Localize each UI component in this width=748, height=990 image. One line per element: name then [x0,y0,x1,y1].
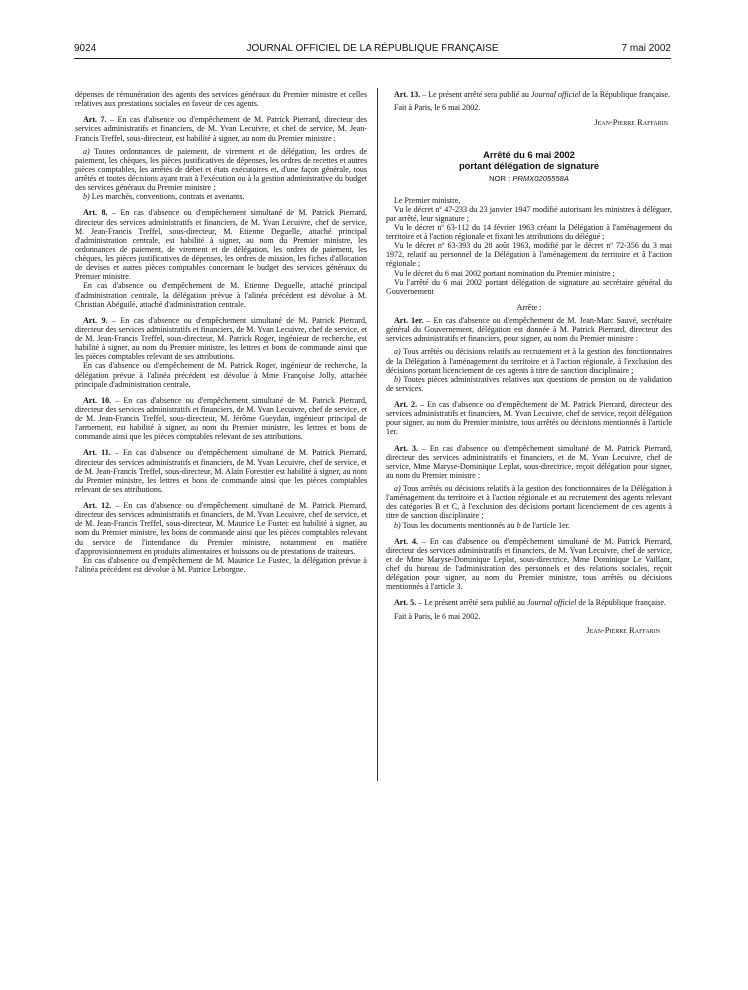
right-column [386,90,672,635]
visa: Vu le décret nº 63-393 du 28 août 1963, modifié par le décret nº 72-356 du 3 mai 1972, relatif au personnel de la Délégation à l'aménagement du territoire et à l'action régionale ; [386,241,672,269]
article-label: Art. 8. [83,208,108,218]
header-rule [74,58,671,59]
article-label: Art. 5. [394,598,417,608]
paragraph: En cas d'absence ou d'empêchement de M. Etienne Deguelle, attaché principal d'administration centrale, la délégation prévue à l'alinéa précédent est dévolue à M. Christian Abéguilé, attaché d'administration centrale. [75,281,367,309]
signature: Jean-Pierre Raffarin [586,624,660,635]
visa: Vu le décret nº 63-112 du 14 février 1963 créant la Délégation à l'aménagement du territoire et à l'action régionale et fixant les attributions du délégué ; [386,222,672,241]
article-label: Art. 9. [83,315,108,325]
decree-title: Arrêté du 6 mai 2002 portant délégation de signature [458,149,600,172]
article-13: Art. 13. – Le présent arrêté sera publié au Journal officiel de la République française. [394,90,670,99]
item-a: a) Toutes ordonnances de paiement, de virement et de délégation, les ordres de paiement, les chèques, les pièces justificatives de dépenses, les ordres de recettes et autres pièces comptables, les arrêtés de débet et états exécutoires et, d'une façon générale, tous arrêtés et toutes décisions ayant trait à l'exécution ou à la gestion administrative du budget des services généraux du Premier ministre ; [75,146,367,193]
article-3: Art. 3. – En cas d'absence ou d'empêchement simultané de M. Patrick Pierrard, directeur des services administratifs et financiers, et de M. Yvan Lecuivre, chef de service, Mme Maryse-Dominique Leplat, sous-directrice, reçoit délégation pour signer, au nom du Premier ministre : [386,443,673,480]
paragraph: En cas d'absence ou d'empêchement de M. Maurice Le Fustec, la délégation prévue à l'alinéa précédent est dévolue à M. Patrice Leborgne. [75,555,367,574]
article-2: Art. 2. – En cas d'absence ou d'empêchement de M. Patrick Pierrard, directeur des services administratifs et financiers, M. Yvan Lecuivre, chef de service, reçoit délégation pour signer, au nom du Premier ministre, tous arrêtés ou décisions mentionnés à l'article 1er. [386,400,673,437]
paragraph: En cas d'absence ou d'empêchement de M. Patrick Roger, ingénieur de recherche, la délégation prévue à l'alinéa précédent est dévolue à Mme Françoise Jolly, attachée principale d'administration centrale. [75,361,367,389]
article-label: Art. 7. [83,115,107,125]
article-label: Art. 13. [394,90,421,99]
article-7: Art. 7. – En cas d'absence ou d'empêchement de M. Patrick Pierrard, directeur des services administratifs et financiers, de M. Yvan Lecuivre, et chef de service, M. Jean-Francis Treffel, sous-directeur, est habilité à signer, au nom du Premier ministre : [75,115,368,143]
journal-title: JOURNAL OFFICIEL DE LA RÉPUBLIQUE FRANÇAISE [246,43,499,54]
intro: Le Premier ministre, [394,195,461,205]
article-5: Art. 5. – Le présent arrêté sera publié au Journal officiel de la République française. [394,598,666,608]
item-b: b) Les marchés, conventions, contrats et avenants. [83,192,245,202]
article-label: Art. 3. [394,443,419,453]
visa: Vu le décret du 6 mai 2002 portant nomination du Premier ministre ; [394,268,615,278]
article-12: Art. 12. – En cas d'absence ou d'empêchement simultané de M. Patrick Pierrard, directeur des services administratifs et financiers, de M. Yvan Lecuivre, chef de service, et de M. Jean-Francis Treffel, sous-directeur, M. Maurice Le Fustec est habilité à signer, au nom du Premier ministre, les bons de commande ainsi que les pièces comptables relevant du service de l'intendance du Premier ministre, notamment en matière d'approvisionnement en produits alimentaires et boissons ou de prestations de traiteurs. [75,501,367,556]
article-10: Art. 10. – En cas d'absence ou d'empêchement simultané de M. Patrick Pierrard, directeur des services administratifs et financiers, de M. Yvan Lecuivre, chef de service, et de M. Jean-Francis Treffel, sous-directeur, M. Jérôme Gueydan, ingénieur principal de l'armement, est habilité à signer, au nom du Premier ministre, les lettres et bons de commande ainsi que les pièces comptables relevant de ses attributions. [75,395,367,442]
visa: Vu le décret nº 47-233 du 23 janvier 1947 modifié autorisant les ministres à déléguer, par arrêté, leur signature ; [386,204,672,223]
article-label: Art. 2. [394,400,418,409]
article-label: Art. 10. [83,395,112,405]
article-label: Art. 1er. [394,316,424,325]
article-label: Art. 4. [394,536,419,546]
article-label: Art. 11. [83,448,111,458]
article-label: Art. 12. [83,501,112,510]
article-4: Art. 4. – En cas d'absence ou d'empêchement simultané de M. Patrick Pierrard, directeur des services administratifs et financiers, de M. Yvan Lecuivre, chef de service, et de Mme Maryse-Dominique Leplat, sous-directrice, Mme Dominique Le Vaillant, chef du bureau de l'administration des personnels et des relations sociales, reçoit délégation pour signer, au nom du Premier ministre, tous arrêtés ou décisions mentionnés à l'article 3. [386,536,673,592]
item-b: b) Toutes pièces administratives relatives aux questions de pension ou de validation de services. [386,374,672,393]
item-a: a) Tous arrêtés ou décisions relatifs au recrutement et à la gestion des fonctionnaires de la Délégation à l'aménagement du territoire et à l'action régionale, à l'exclusion des décisions portant licenciement de ces agents à titre de sanction disciplinaire ; [386,347,672,375]
issue-date: 7 mai 2002 [621,43,671,54]
article-8: Art. 8. – En cas d'absence ou d'empêchement simultané de M. Patrick Pierrard, directeur des services administratifs et financiers, de M. Yvan Lecuivre, chef de service, M. Jean-Francis Treffel, sous-directeur, M. Etienne Deguelle, attaché principal d'administration centrale, est habilité à signer, au nom du Premier ministre, les ordonnances de paiement, de virement et de délégation, les ordres de paiement, les chèques, les pièces justificatives de dépenses, les ordres de mission, les fiches d'allocation de devises et autres pièces comptables concernant le budget des services généraux du Premier ministre. [75,208,368,282]
left-column [75,90,367,574]
item-a: a) Tous arrêtés ou décisions relatifs à la gestion des fonctionnaires de la Délégation à l'aménagement du territoire et à l'action régionale et au recrutement des agents relevant des catégories B et C, à l'exclusion des décisions portant licenciement de ces agents à titre de sanction disciplinaire ; [386,484,672,521]
nor-reference: NOR : PRMX0205558A [489,174,569,184]
page-number: 9024 [74,43,97,54]
fait-a-paris: Fait à Paris, le 6 mai 2002. [394,103,481,113]
article-1: Art. 1er. – En cas d'absence ou d'empêchement de M. Jean-Marc Sauvé, secrétaire général du Gouvernement, délégation est donnée à M. Patrick Pierrard, directeur des services administratifs et financiers, pour signer, au nom du Premier ministre : [386,316,672,344]
arrete-heading: Arrête : [516,302,542,312]
visa: Vu l'arrêté du 6 mai 2002 portant délégation de signature au secrétaire général du Gouvernement [386,277,672,296]
item-b: b) Tous les documents mentionnés au b de l'article 1er. [394,520,570,530]
column-divider [377,88,378,781]
article-9: Art. 9. – En cas d'absence ou d'empêchement simultané de M. Patrick Pierrard, directeur des services administratifs et financiers, de M. Yvan Lecuivre, chef de service, et de M. Jean-Francis Treffel, sous-directeur, M. Patrick Roger, ingénieur de recherche, est habilité à signer, au nom du Premier ministre, les lettres et bons de commande ainsi que les pièces comptables relevant de ses attributions. [75,315,368,362]
fait-a-paris: Fait à Paris, le 6 mai 2002. [394,611,481,621]
page-header [74,43,671,57]
signature: Jean-Pierre Raffarin [594,117,668,128]
article-11: Art. 11. – En cas d'absence ou d'empêchement simultané de M. Patrick Pierrard, directeur des services administratifs et financiers, de M. Yvan Lecuivre, chef de service, et de M. Jean-Francis Treffel, sous-directeur, M. Alain Forestier est habilité à signer, au nom du Premier ministre, les lettres et bons de commande ainsi que les pièces comptables relevant de ses attributions. [75,448,368,494]
paragraph: dépenses de rémunération des agents des services généraux du Premier ministre et celles relatives aux prestations sociales en faveur de ces agents. [75,90,367,109]
